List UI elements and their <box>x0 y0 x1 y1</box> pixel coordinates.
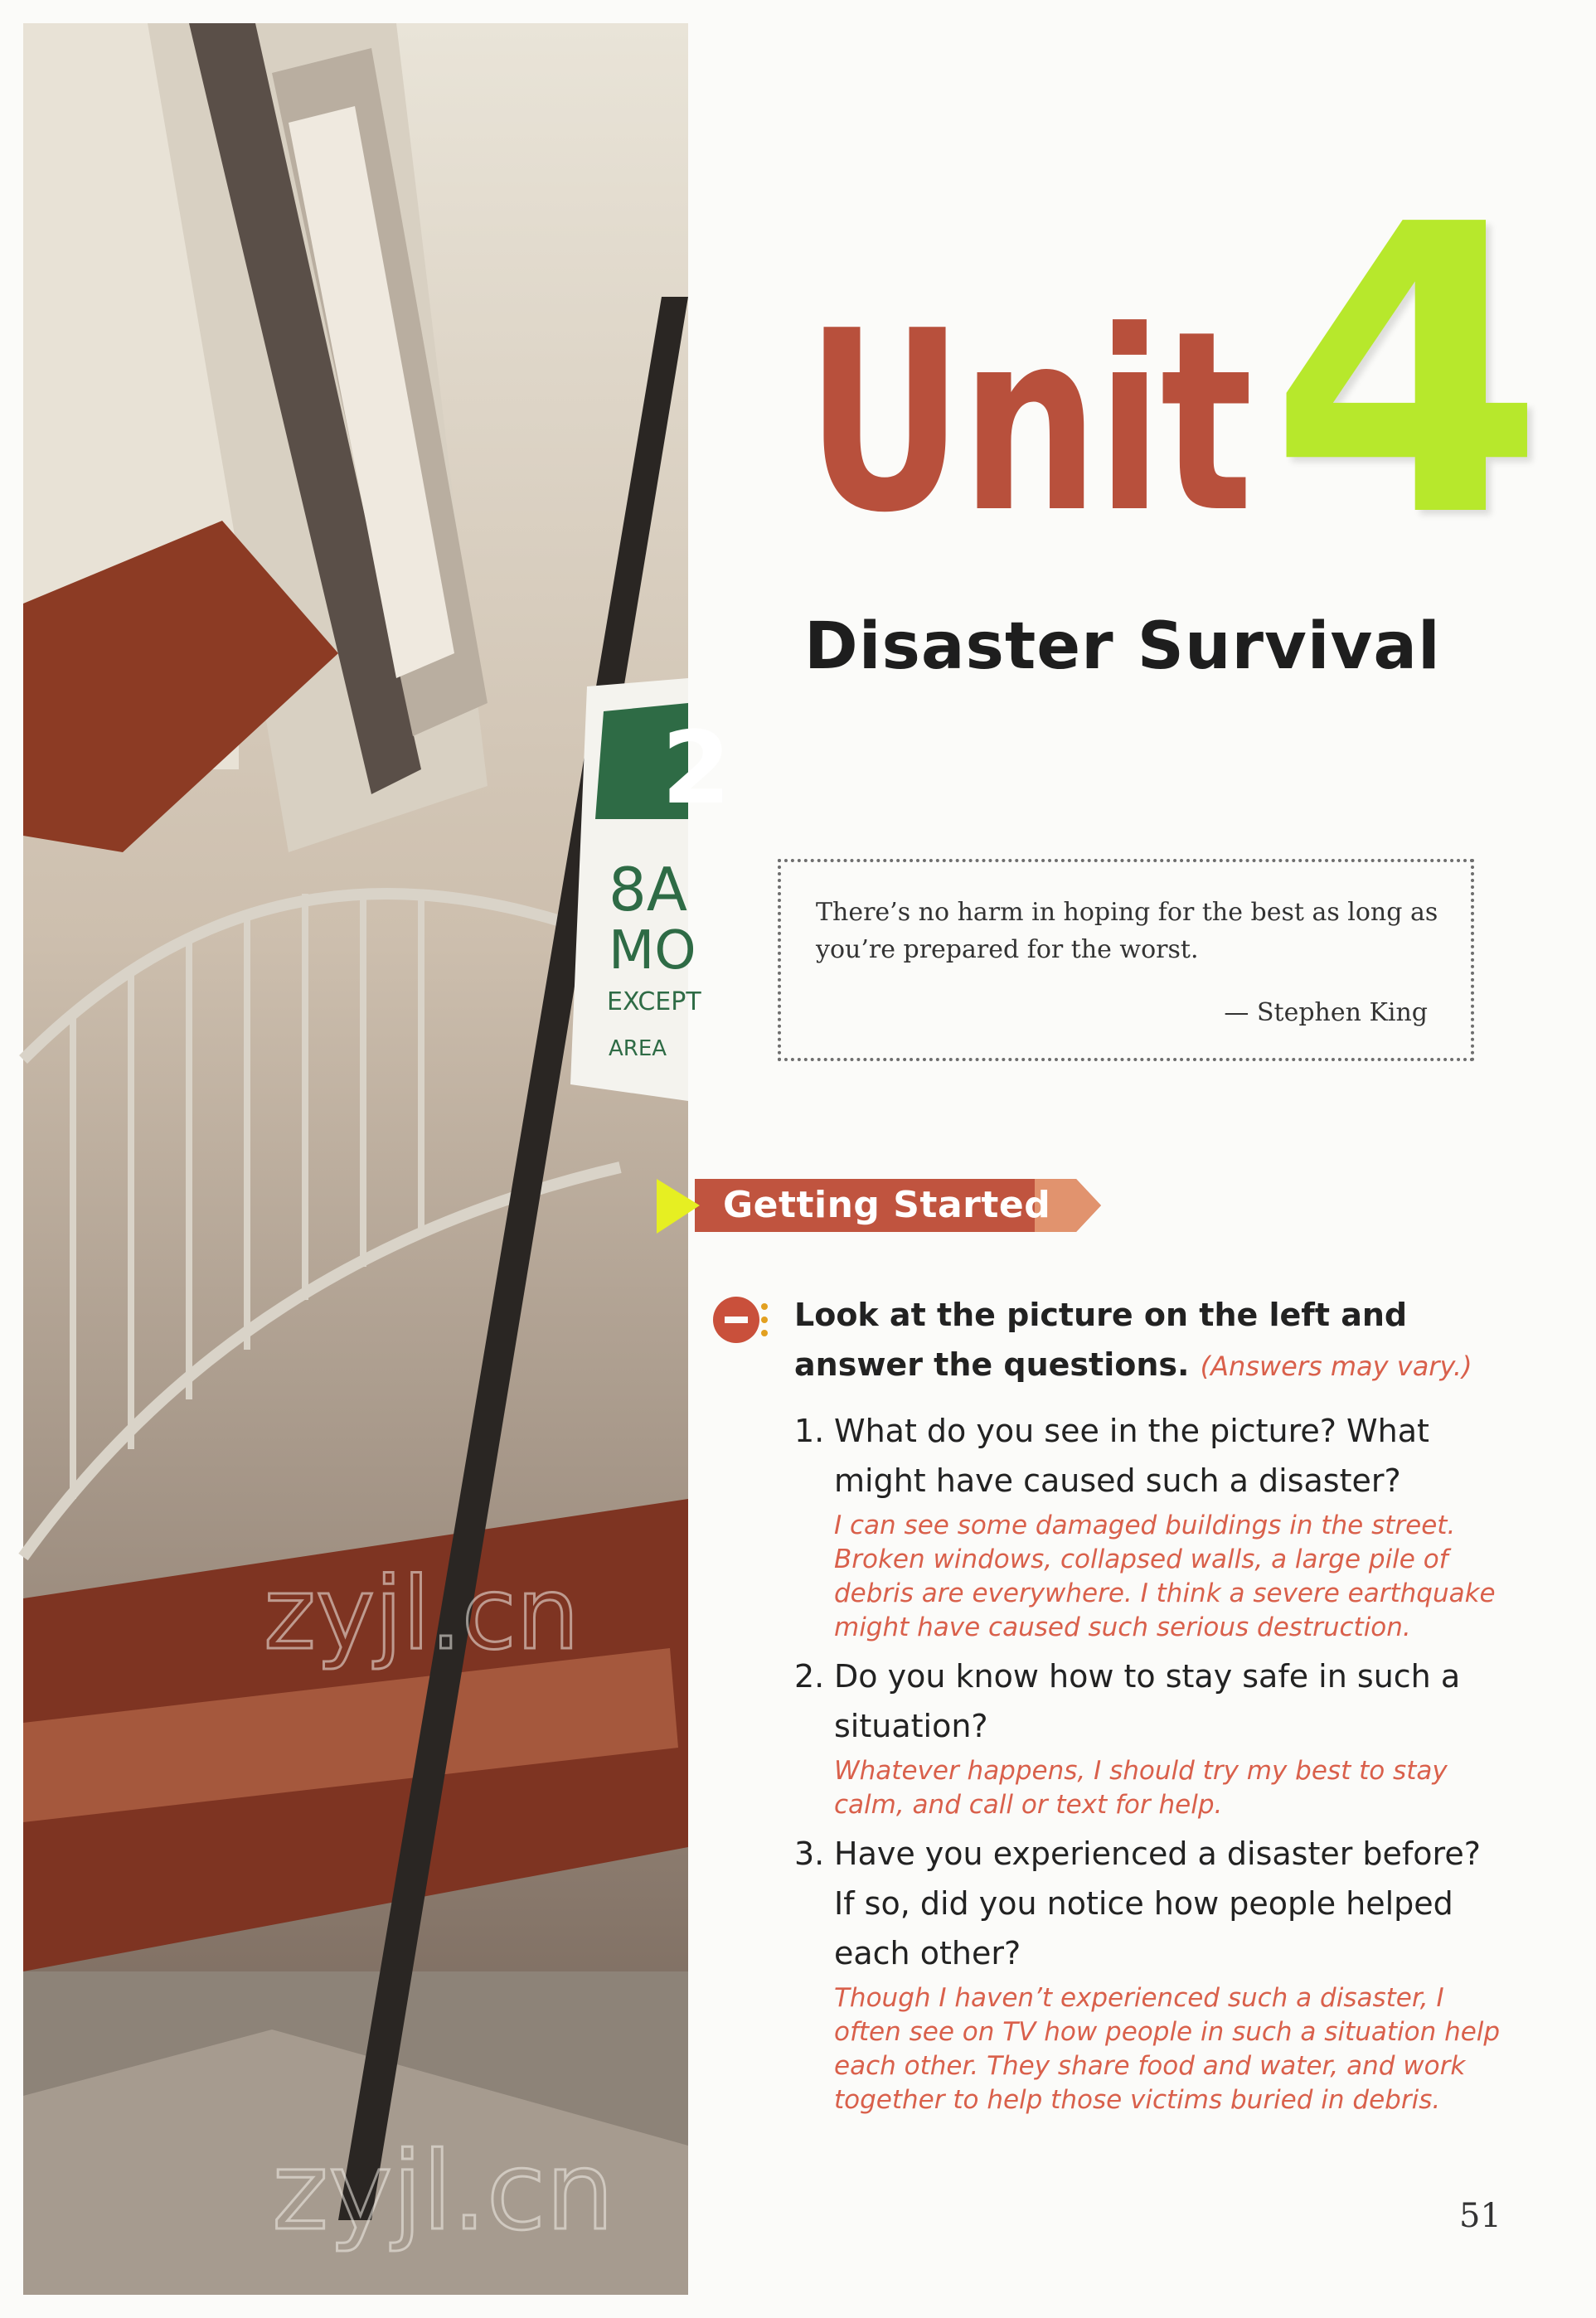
answer-text: Whatever happens, I should try my best to stay calm, and call or text for help. <box>834 1756 1448 1820</box>
question-text: Do you know how to stay safe in such a situation? <box>834 1658 1461 1744</box>
question-number: 3. <box>794 1835 825 1872</box>
quote-box <box>778 859 1474 1061</box>
quote-text: There’s no harm in hoping for the best as long as you’re prepared for the worst. <box>816 898 1438 964</box>
section-title: Getting Started <box>723 1184 1051 1226</box>
disaster-photo <box>23 23 731 2295</box>
section-banner <box>653 1176 1101 1235</box>
sign-line-3: EXCEPT <box>607 987 701 1016</box>
question-item <box>794 1406 1507 1645</box>
question-text: What do you see in the picture? What might have caused such a disaster? <box>834 1413 1429 1499</box>
unit-number: 4 <box>1269 141 1545 604</box>
parking-sign <box>570 678 731 1101</box>
instruction-text: Look at the picture on the left and answer the questions. <box>794 1297 1408 1383</box>
unit-label: Unit <box>806 278 1251 567</box>
question-number: 1. <box>794 1413 825 1449</box>
watermark-1: zyjl.cn <box>264 1557 580 1672</box>
collapsed-building-illustration <box>23 23 731 2295</box>
sign-line-4: AREA <box>609 1036 667 1061</box>
watermark-2: zyjl.cn <box>272 2128 614 2254</box>
question-text: Have you experienced a disaster before? If so, did you notice how people helped each other? <box>834 1835 1481 1971</box>
play-arrow-icon <box>657 1179 700 1234</box>
quote-author: — Stephen King <box>1224 998 1428 1027</box>
activity-instruction <box>794 1290 1491 1391</box>
sign-line-2: MO <box>609 920 696 982</box>
page-number: 51 <box>1459 2197 1501 2235</box>
question-number: 2. <box>794 1658 825 1695</box>
question-item <box>794 1829 1507 2117</box>
answer-text: I can see some damaged buildings in the street. Broken windows, collapsed walls, a large pile of debris are everywhere. I think a severe earthquake might have caused such serious destruction. <box>834 1511 1496 1642</box>
instruction-note: (Answers may vary.) <box>1200 1351 1472 1382</box>
unit-title: Disaster Survival <box>804 609 1441 684</box>
speaking-icon <box>711 1292 769 1350</box>
sign-line-1: 8A <box>609 855 688 924</box>
answer-text: Though I haven’t experienced such a disaster, I often see on TV how people in such a situation help each other. They share food and water, and work together to help those victims buried in debris. <box>834 1983 1501 2115</box>
question-list <box>794 1406 1507 2124</box>
question-item <box>794 1651 1507 1822</box>
sign-number: 2 <box>662 711 731 827</box>
